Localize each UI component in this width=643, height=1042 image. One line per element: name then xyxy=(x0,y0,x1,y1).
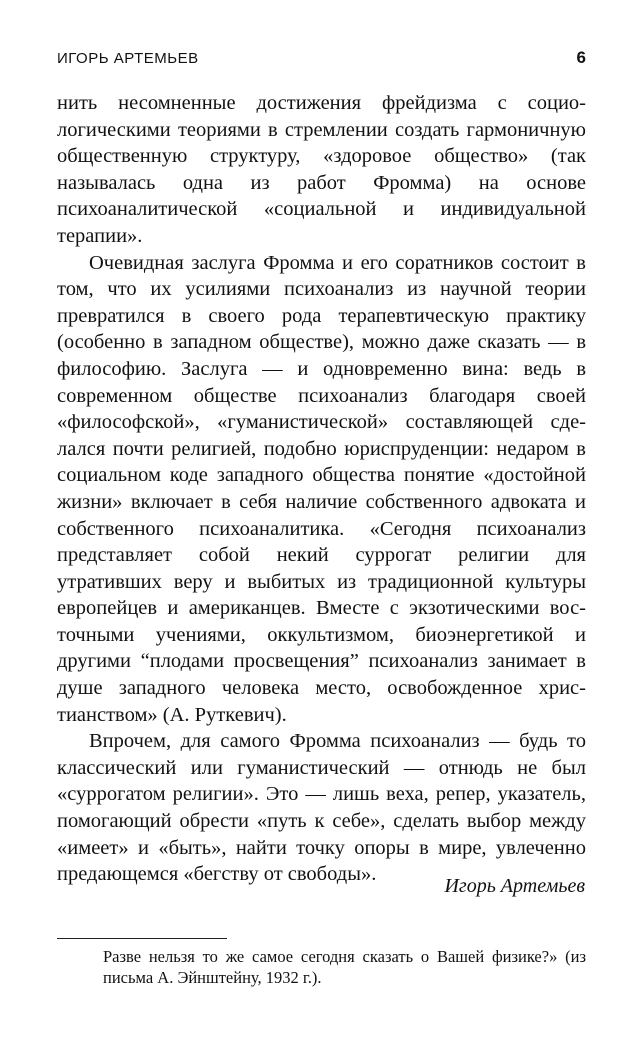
footnote: Разве нельзя то же самое сегодня сказать о Вашей физике?» (из письма А. Эйнштейну, 1932 г.). xyxy=(103,947,586,987)
paragraph-2: Очевидная заслуга Фромма и его соратников состоит в том, что их усилиями психоанализ из научной теории превратился в своего рода терапевтическую практику (особенно в западном обществе), можно даже сказать — в философию. Заслуга — и одновременно вина: ведь в современном обществе психоанализ благодаря своей «философской», «гуманистической» составляющей сделался почти религией, подобно юриспруденции: недаром в социальном коде западного общества понятие «достойной жизни» включает в себя наличие собственного адвоката и собственного психоаналитика. «Сегодня психоанализ представляет собой некий суррогат религии для утративших веру и выбитых из традиционной культуры европейцев и американцев. Вместе с экзотическими восточными учениями, оккультизмом, биоэнергетикой и другими “плодами просвещения” психоанализ занимает в душе западного человека место, освобожденное христианством» (А. Руткевич). xyxy=(57,251,586,726)
page-number: 6 xyxy=(576,48,586,67)
footnote-divider xyxy=(57,938,227,939)
page-header xyxy=(57,48,586,74)
running-head: ИГОРЬ АРТЕМЬЕВ xyxy=(57,50,199,67)
paragraph-1: нить несомненные достижения фрейдизма с социологическими теориями в стремлении создать гармоничную общественную структуру, «здоровое общество» (так называлась одна из работ Фромма) на основе психоаналитической «социальной и индивидуальной терапии». xyxy=(57,92,586,247)
body-text xyxy=(57,90,586,888)
author-signature: Игорь Артемьев xyxy=(444,875,585,897)
paragraph-3: Впрочем, для самого Фромма психоанализ — будь то классический или гуманистический — отнюдь не был «суррогатом религии». Это — лишь веха, репер, указатель, помогающий обрести «путь к себе», сделать выбор между «имеет» и «быть», найти точку опоры в мире, увлеченно предающемся «бегству от свободы». xyxy=(57,730,586,886)
